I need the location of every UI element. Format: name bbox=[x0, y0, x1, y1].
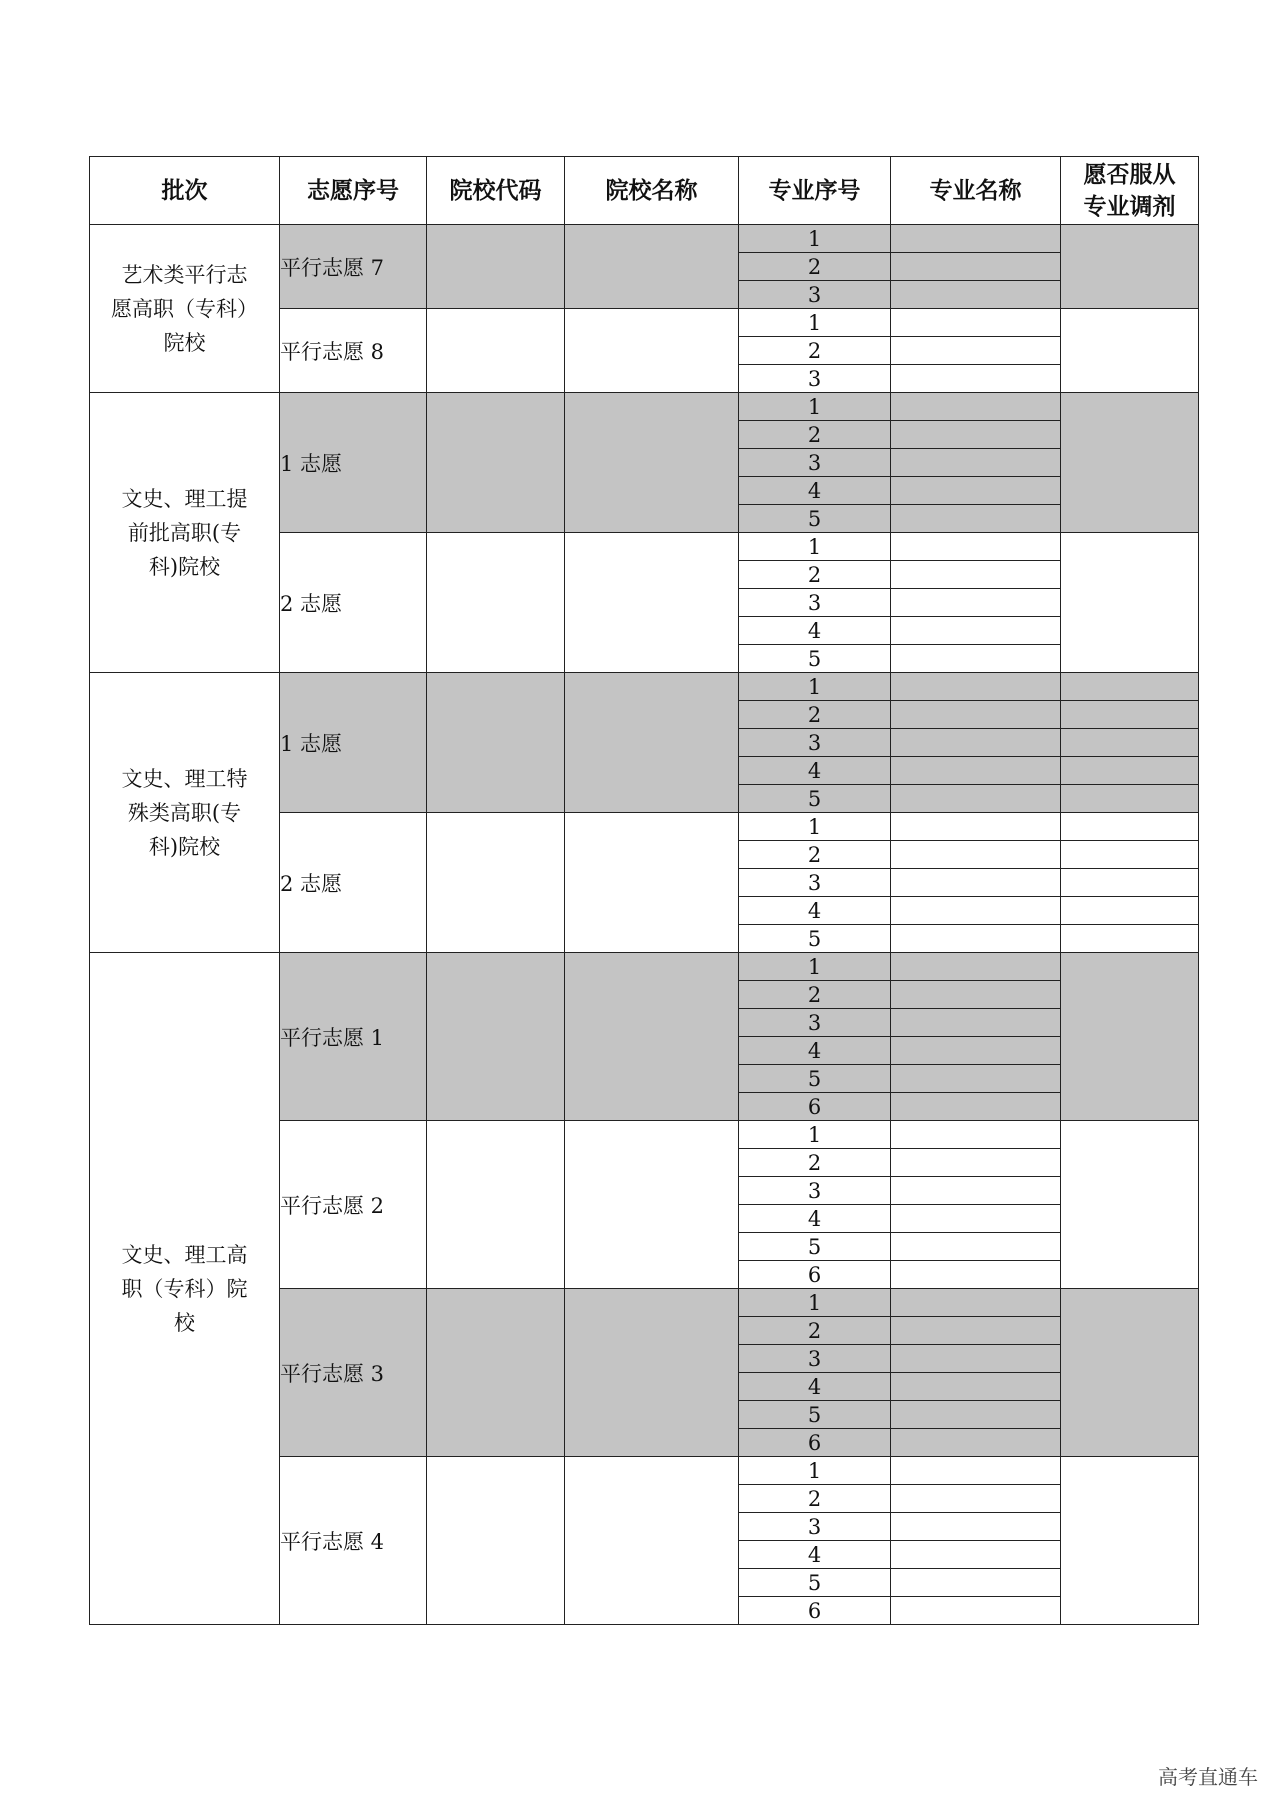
adjustment-cell[interactable] bbox=[1061, 1121, 1199, 1289]
adjustment-cell[interactable] bbox=[1061, 701, 1199, 729]
major-name-cell[interactable] bbox=[891, 869, 1061, 897]
school-name-cell[interactable] bbox=[565, 225, 739, 309]
major-name-cell[interactable] bbox=[891, 281, 1061, 309]
major-number-cell: 1 bbox=[739, 1289, 891, 1317]
major-name-cell[interactable] bbox=[891, 673, 1061, 701]
table-body bbox=[90, 225, 1199, 1625]
major-name-cell[interactable] bbox=[891, 1261, 1061, 1289]
major-number-cell: 2 bbox=[739, 981, 891, 1009]
major-number-cell: 3 bbox=[739, 1345, 891, 1373]
school-name-cell[interactable] bbox=[565, 813, 739, 953]
text-line: 专业序号 bbox=[768, 177, 861, 204]
major-name-cell[interactable] bbox=[891, 589, 1061, 617]
school-name-cell[interactable] bbox=[565, 953, 739, 1121]
major-number-cell: 2 bbox=[739, 561, 891, 589]
major-name-cell[interactable] bbox=[891, 477, 1061, 505]
major-name-cell[interactable] bbox=[891, 1569, 1061, 1597]
major-number-cell: 4 bbox=[739, 897, 891, 925]
major-name-cell[interactable] bbox=[891, 1513, 1061, 1541]
major-name-cell[interactable] bbox=[891, 1485, 1061, 1513]
watermark: 高考直通车 bbox=[1158, 1765, 1258, 1789]
school-name-cell[interactable] bbox=[565, 1457, 739, 1625]
major-number-cell: 1 bbox=[739, 1121, 891, 1149]
text-line: 艺术类平行志 bbox=[121, 262, 248, 287]
text-line: 文史、理工提 bbox=[121, 486, 248, 511]
major-number-cell: 2 bbox=[739, 1485, 891, 1513]
major-name-cell[interactable] bbox=[891, 365, 1061, 393]
major-number-cell: 5 bbox=[739, 925, 891, 953]
major-name-cell[interactable] bbox=[891, 1177, 1061, 1205]
adjustment-cell[interactable] bbox=[1061, 953, 1199, 1121]
major-number-cell: 3 bbox=[739, 869, 891, 897]
major-name-cell[interactable] bbox=[891, 1149, 1061, 1177]
school-code-cell[interactable] bbox=[427, 813, 565, 953]
major-number-cell: 1 bbox=[739, 225, 891, 253]
major-number-cell: 1 bbox=[739, 1457, 891, 1485]
major-name-cell[interactable] bbox=[891, 309, 1061, 337]
major-number-cell: 5 bbox=[739, 645, 891, 673]
wish-label-cell: 2 志愿 bbox=[280, 533, 427, 673]
major-name-cell[interactable] bbox=[891, 253, 1061, 281]
major-name-cell[interactable] bbox=[891, 449, 1061, 477]
batch-cell bbox=[90, 673, 280, 953]
major-name-cell[interactable] bbox=[891, 1345, 1061, 1373]
major-number-cell: 3 bbox=[739, 1177, 891, 1205]
major-name-cell[interactable] bbox=[891, 785, 1061, 813]
batch-cell bbox=[90, 393, 280, 673]
major-name-cell[interactable] bbox=[891, 1373, 1061, 1401]
application-form-table bbox=[89, 156, 1199, 1625]
school-code-cell[interactable] bbox=[427, 673, 565, 813]
school-code-cell[interactable] bbox=[427, 1289, 565, 1457]
adjustment-cell[interactable] bbox=[1061, 533, 1199, 673]
text-line: 文史、理工特 bbox=[121, 766, 248, 791]
wish-label-cell: 1 志愿 bbox=[280, 393, 427, 533]
major-number-cell: 1 bbox=[739, 673, 891, 701]
school-code-cell[interactable] bbox=[427, 225, 565, 309]
major-number-cell: 4 bbox=[739, 1541, 891, 1569]
major-number-cell: 3 bbox=[739, 729, 891, 757]
major-number-cell: 4 bbox=[739, 477, 891, 505]
text-line: 院校名称 bbox=[605, 177, 698, 204]
major-name-cell[interactable] bbox=[891, 1317, 1061, 1345]
major-number-cell: 2 bbox=[739, 701, 891, 729]
wish-label-cell: 平行志愿 4 bbox=[280, 1457, 427, 1625]
major-name-cell[interactable] bbox=[891, 1457, 1061, 1485]
adjustment-cell[interactable] bbox=[1061, 309, 1199, 393]
major-number-cell: 5 bbox=[739, 1401, 891, 1429]
major-name-cell[interactable] bbox=[891, 953, 1061, 981]
major-name-cell[interactable] bbox=[891, 897, 1061, 925]
major-name-cell[interactable] bbox=[891, 393, 1061, 421]
wish-label-cell: 平行志愿 2 bbox=[280, 1121, 427, 1289]
adjustment-cell[interactable] bbox=[1061, 757, 1199, 785]
major-number-cell: 4 bbox=[739, 617, 891, 645]
adjustment-cell[interactable] bbox=[1061, 869, 1199, 897]
adjustment-cell[interactable] bbox=[1061, 925, 1199, 953]
table-row bbox=[90, 393, 1199, 421]
major-number-cell: 3 bbox=[739, 1009, 891, 1037]
school-name-cell[interactable] bbox=[565, 1121, 739, 1289]
column-header bbox=[739, 157, 891, 225]
major-number-cell: 5 bbox=[739, 1233, 891, 1261]
major-name-cell[interactable] bbox=[891, 1121, 1061, 1149]
major-name-cell[interactable] bbox=[891, 533, 1061, 561]
text-line: 科)院校 bbox=[148, 834, 221, 859]
text-line: 科)院校 bbox=[148, 554, 221, 579]
major-number-cell: 3 bbox=[739, 365, 891, 393]
text-line: 院校代码 bbox=[449, 177, 542, 204]
column-header bbox=[891, 157, 1061, 225]
major-number-cell: 4 bbox=[739, 1205, 891, 1233]
major-number-cell: 2 bbox=[739, 253, 891, 281]
major-name-cell[interactable] bbox=[891, 1065, 1061, 1093]
major-name-cell[interactable] bbox=[891, 841, 1061, 869]
column-header bbox=[280, 157, 427, 225]
text-line: 批次 bbox=[161, 177, 208, 204]
major-number-cell: 4 bbox=[739, 1373, 891, 1401]
column-header bbox=[1061, 157, 1199, 225]
major-number-cell: 6 bbox=[739, 1261, 891, 1289]
school-name-cell[interactable] bbox=[565, 673, 739, 813]
major-number-cell: 1 bbox=[739, 813, 891, 841]
text-line: 志愿序号 bbox=[307, 177, 399, 204]
major-number-cell: 2 bbox=[739, 1149, 891, 1177]
text-line: 殊类高职(专 bbox=[127, 800, 242, 825]
major-name-cell[interactable] bbox=[891, 701, 1061, 729]
adjustment-cell[interactable] bbox=[1061, 1289, 1199, 1457]
wish-label-cell: 平行志愿 7 bbox=[280, 225, 427, 309]
text-line: 院校 bbox=[163, 330, 206, 355]
major-number-cell: 6 bbox=[739, 1093, 891, 1121]
major-number-cell: 2 bbox=[739, 841, 891, 869]
major-number-cell: 3 bbox=[739, 1513, 891, 1541]
wish-label-cell: 2 志愿 bbox=[280, 813, 427, 953]
table-row bbox=[90, 673, 1199, 701]
major-name-cell[interactable] bbox=[891, 981, 1061, 1009]
adjustment-cell[interactable] bbox=[1061, 393, 1199, 533]
school-code-cell[interactable] bbox=[427, 393, 565, 533]
batch-cell bbox=[90, 225, 280, 393]
column-header bbox=[565, 157, 739, 225]
major-number-cell: 4 bbox=[739, 757, 891, 785]
major-name-cell[interactable] bbox=[891, 645, 1061, 673]
wish-label-cell: 平行志愿 1 bbox=[280, 953, 427, 1121]
adjustment-cell[interactable] bbox=[1061, 1457, 1199, 1625]
major-name-cell[interactable] bbox=[891, 225, 1061, 253]
text-line: 专业调剂 bbox=[1083, 193, 1176, 220]
major-name-cell[interactable] bbox=[891, 1401, 1061, 1429]
major-number-cell: 2 bbox=[739, 421, 891, 449]
major-name-cell[interactable] bbox=[891, 925, 1061, 953]
text-line: 职（专科）院 bbox=[121, 1276, 248, 1301]
major-name-cell[interactable] bbox=[891, 1009, 1061, 1037]
major-name-cell[interactable] bbox=[891, 1093, 1061, 1121]
text-line: 前批高职(专 bbox=[127, 520, 242, 545]
wish-label-cell: 平行志愿 3 bbox=[280, 1289, 427, 1457]
major-name-cell[interactable] bbox=[891, 1037, 1061, 1065]
adjustment-cell[interactable] bbox=[1061, 785, 1199, 813]
school-name-cell[interactable] bbox=[565, 309, 739, 393]
table-row bbox=[90, 225, 1199, 253]
column-header bbox=[90, 157, 280, 225]
major-name-cell[interactable] bbox=[891, 1289, 1061, 1317]
adjustment-cell[interactable] bbox=[1061, 673, 1199, 701]
major-number-cell: 3 bbox=[739, 281, 891, 309]
major-number-cell: 1 bbox=[739, 309, 891, 337]
major-number-cell: 4 bbox=[739, 1037, 891, 1065]
major-name-cell[interactable] bbox=[891, 1429, 1061, 1457]
text-line: 愿否服从 bbox=[1083, 161, 1176, 188]
major-number-cell: 3 bbox=[739, 449, 891, 477]
major-number-cell: 5 bbox=[739, 505, 891, 533]
text-line: 专业名称 bbox=[929, 177, 1022, 204]
table-row bbox=[90, 953, 1199, 981]
school-code-cell[interactable] bbox=[427, 1457, 565, 1625]
major-name-cell[interactable] bbox=[891, 729, 1061, 757]
major-number-cell: 6 bbox=[739, 1429, 891, 1457]
major-name-cell[interactable] bbox=[891, 813, 1061, 841]
major-number-cell: 2 bbox=[739, 337, 891, 365]
text-line: 愿高职（专科） bbox=[111, 296, 258, 321]
major-name-cell[interactable] bbox=[891, 1541, 1061, 1569]
major-name-cell[interactable] bbox=[891, 1597, 1061, 1625]
school-code-cell[interactable] bbox=[427, 1121, 565, 1289]
adjustment-cell[interactable] bbox=[1061, 729, 1199, 757]
wish-label-cell: 1 志愿 bbox=[280, 673, 427, 813]
batch-cell bbox=[90, 953, 280, 1625]
major-name-cell[interactable] bbox=[891, 757, 1061, 785]
major-number-cell: 1 bbox=[739, 393, 891, 421]
school-code-cell[interactable] bbox=[427, 309, 565, 393]
major-number-cell: 1 bbox=[739, 953, 891, 981]
major-name-cell[interactable] bbox=[891, 1233, 1061, 1261]
adjustment-cell[interactable] bbox=[1061, 813, 1199, 841]
header-row bbox=[90, 157, 1199, 225]
major-name-cell[interactable] bbox=[891, 617, 1061, 645]
major-number-cell: 5 bbox=[739, 1065, 891, 1093]
major-name-cell[interactable] bbox=[891, 337, 1061, 365]
school-name-cell[interactable] bbox=[565, 533, 739, 673]
school-name-cell[interactable] bbox=[565, 1289, 739, 1457]
major-name-cell[interactable] bbox=[891, 421, 1061, 449]
major-name-cell[interactable] bbox=[891, 1205, 1061, 1233]
adjustment-cell[interactable] bbox=[1061, 841, 1199, 869]
wish-label-cell: 平行志愿 8 bbox=[280, 309, 427, 393]
major-number-cell: 6 bbox=[739, 1597, 891, 1625]
text-line: 校 bbox=[174, 1310, 195, 1335]
major-number-cell: 5 bbox=[739, 785, 891, 813]
major-number-cell: 2 bbox=[739, 1317, 891, 1345]
major-number-cell: 1 bbox=[739, 533, 891, 561]
adjustment-cell[interactable] bbox=[1061, 897, 1199, 925]
major-name-cell[interactable] bbox=[891, 561, 1061, 589]
column-header bbox=[427, 157, 565, 225]
major-number-cell: 3 bbox=[739, 589, 891, 617]
adjustment-cell[interactable] bbox=[1061, 225, 1199, 309]
major-name-cell[interactable] bbox=[891, 505, 1061, 533]
school-name-cell[interactable] bbox=[565, 393, 739, 533]
school-code-cell[interactable] bbox=[427, 533, 565, 673]
text-line: 文史、理工高 bbox=[121, 1242, 248, 1267]
school-code-cell[interactable] bbox=[427, 953, 565, 1121]
major-number-cell: 5 bbox=[739, 1569, 891, 1597]
